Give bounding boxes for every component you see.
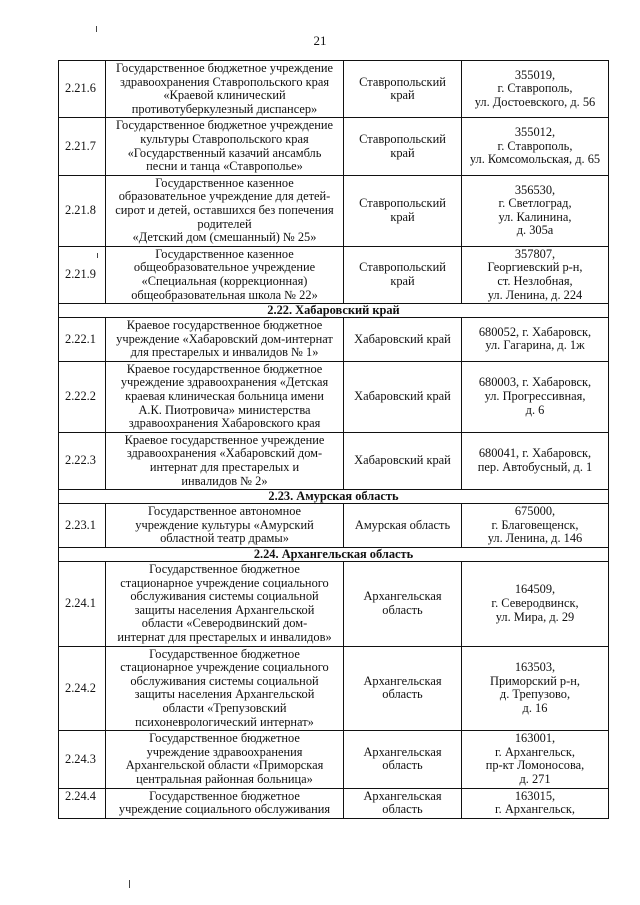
address-line: 680003, г. Хабаровск, [478, 375, 592, 390]
institution-name-line: противотуберкулезный диспансер» [131, 101, 318, 116]
row-number: 2.21.7 [59, 118, 106, 175]
region-cell [344, 118, 462, 175]
institution-name-line: Архангельской области «Приморская [125, 758, 324, 773]
region-line: Архангельская [363, 744, 442, 759]
row-number: 2.22.1 [59, 318, 106, 362]
institution-name-line: образовательное учреждение для детей- [118, 189, 331, 204]
address-line: ул. Мира, д. 29 [495, 609, 575, 624]
table-row [59, 118, 609, 175]
address-line: д. Трепузово, [499, 687, 571, 702]
address-line: Приморский р-н, [490, 673, 580, 688]
institution-name-cell [106, 432, 344, 489]
region-line: Ставропольский [359, 131, 446, 146]
section-header-row [59, 548, 609, 562]
institution-name-line: Государственное бюджетное [149, 562, 300, 576]
row-number: 2.21.6 [59, 61, 106, 118]
registry-table [58, 60, 609, 819]
address-cell [462, 504, 609, 548]
address-line: ст. Незлобная, [497, 273, 573, 288]
institution-name-cell [106, 246, 344, 303]
institution-name-line: для престарелых и инвалидов № 1» [130, 345, 319, 360]
region-line: область [382, 602, 423, 617]
section-title: 2.22. Хабаровский край [59, 304, 609, 318]
institution-name-line: Краевое государственное учреждение [124, 432, 325, 447]
address-line: г. Светлоград, [498, 196, 572, 211]
address-line: 355019, [514, 67, 556, 82]
institution-name-line: инвалидов № 2» [181, 473, 268, 488]
institution-name-line: Государственное бюджетное [149, 788, 300, 803]
region-line: Ставропольский [359, 74, 446, 89]
table-row [59, 246, 609, 303]
institution-name-line: учреждение культуры «Амурский [135, 517, 314, 532]
institution-name-line: обслуживания системы социальной [130, 589, 319, 604]
institution-name-line: «Специальная (коррекционная) [141, 273, 308, 288]
region-line: Хабаровский край [354, 389, 451, 404]
address-line: г. Ставрополь, [497, 81, 573, 96]
address-line: ул. Гагарина, д. 1ж [485, 338, 585, 353]
row-number: 2.24.2 [59, 646, 106, 731]
institution-name-line: культуры Ставропольского края [140, 131, 309, 146]
section-header-row [59, 304, 609, 318]
address-line: ул. Прогрессивная, [484, 389, 586, 404]
address-line: ул. Калинина, [498, 209, 572, 224]
row-number: 2.22.3 [59, 432, 106, 489]
address-cell [462, 361, 609, 432]
registry-body [59, 61, 609, 819]
region-line: Архангельская [363, 788, 442, 803]
address-line: Георгиевский р-н, [487, 260, 583, 275]
address-line: г. Северодвинск, [491, 595, 579, 610]
table-row [59, 562, 609, 647]
region-line: Хабаровский край [354, 331, 451, 346]
institution-name-line: учреждение социального обслуживания [118, 802, 331, 817]
institution-name-line: стационарное учреждение социального [120, 660, 329, 675]
region-line: край [390, 88, 415, 103]
address-cell [462, 318, 609, 362]
region-line: Архангельская [363, 673, 442, 688]
address-line: ул. Достоевского, д. 56 [474, 94, 596, 109]
scan-mark [97, 253, 98, 258]
section-header-row [59, 490, 609, 504]
table-row [59, 788, 609, 818]
institution-name-line: учреждение здравоохранения [146, 744, 303, 759]
region-line: Ставропольский [359, 260, 446, 275]
region-line: область [382, 758, 423, 773]
region-line: Хабаровский край [354, 453, 451, 468]
table-row [59, 432, 609, 489]
address-cell [462, 432, 609, 489]
address-line: д. 271 [519, 771, 551, 786]
section-title: 2.23. Амурская область [59, 490, 609, 504]
institution-name-line: родителей [197, 216, 252, 231]
address-line: г. Архангельск, [494, 744, 576, 759]
region-cell [344, 318, 462, 362]
address-line: д. 6 [525, 402, 545, 417]
address-line: д. 305а [516, 223, 554, 238]
institution-name-line: здравоохранения «Хабаровский дом- [126, 446, 323, 461]
region-line: Архангельская [363, 589, 442, 604]
section-title: 2.24. Архангельская область [59, 548, 609, 562]
institution-name-line: Государственное казенное [155, 175, 294, 190]
table-row [59, 175, 609, 246]
address-line: 163503, [514, 660, 556, 675]
address-line: г. Благовещенск, [491, 517, 579, 532]
institution-name-line: Краевое государственное бюджетное [126, 318, 323, 333]
region-line: Амурская область [354, 517, 451, 532]
address-line: д. 16 [522, 700, 548, 715]
institution-name-line: Государственное бюджетное учреждение [115, 61, 334, 75]
page-number: 21 [313, 33, 327, 48]
address-line: г. Ставрополь, [497, 138, 573, 153]
institution-name-line: интернат для престарелых и инвалидов» [117, 629, 332, 644]
address-line: пер. Автобусный, д. 1 [477, 460, 593, 475]
institution-name-line: краевая клиническая больница имени [125, 389, 324, 404]
address-line: пр-кт Ломоносова, [485, 758, 585, 773]
region-cell [344, 175, 462, 246]
institution-name-line: «Краевой клинический [163, 88, 286, 103]
institution-name-line: Государственное автономное [147, 504, 302, 519]
region-cell [344, 504, 462, 548]
address-cell [462, 61, 609, 118]
address-cell [462, 562, 609, 647]
row-number: 2.22.2 [59, 361, 106, 432]
institution-name-cell [106, 118, 344, 175]
address-line: г. Архангельск, [494, 802, 576, 817]
institution-name-cell [106, 175, 344, 246]
institution-name-line: Краевое государственное бюджетное [126, 361, 323, 376]
region-cell [344, 731, 462, 788]
institution-name-line: общеобразовательное учреждение [133, 260, 316, 275]
region-line: край [390, 209, 415, 224]
institution-name-line: области «Трепузовский [162, 700, 287, 715]
institution-name-line: Государственное бюджетное [149, 731, 300, 746]
row-number: 2.21.8 [59, 175, 106, 246]
region-line: Ставропольский [359, 196, 446, 211]
region-cell [344, 61, 462, 118]
row-number: 2.24.1 [59, 562, 106, 647]
scan-mark [96, 26, 97, 32]
region-line: край [390, 273, 415, 288]
address-line: ул. Комсомольская, д. 65 [469, 152, 601, 167]
institution-name-line: «Государственный казачий ансамбль [127, 145, 322, 160]
institution-name-line: областной театр драмы» [160, 531, 289, 546]
table-row [59, 318, 609, 362]
address-line: 164509, [514, 582, 556, 597]
institution-name-line: центральная районная больница» [136, 771, 313, 786]
table-row [59, 361, 609, 432]
institution-name-line: здравоохранения Хабаровского края [128, 416, 321, 431]
institution-name-line: интернат для престарелых и [149, 460, 300, 475]
institution-name-cell [106, 788, 344, 818]
address-cell [462, 118, 609, 175]
institution-name-line: Государственное бюджетное [149, 646, 300, 661]
institution-name-line: защиты населения Архангельской [134, 602, 315, 617]
scan-mark [129, 880, 130, 888]
institution-name-cell [106, 646, 344, 731]
address-cell [462, 788, 609, 818]
institution-name-line: «Детский дом (смешанный) № 25» [132, 230, 317, 245]
institution-name-cell [106, 731, 344, 788]
table-row [59, 61, 609, 118]
institution-name-line: здравоохранения Ставропольского края [119, 74, 330, 89]
region-cell [344, 562, 462, 647]
institution-name-line: общеобразовательная школа № 22» [131, 287, 318, 302]
institution-name-line: А.К. Пиотровича» министерства [138, 402, 311, 417]
region-cell [344, 246, 462, 303]
address-line: 675000, [514, 504, 556, 519]
address-line: 163015, [514, 788, 556, 803]
address-line: 680052, г. Хабаровск, [478, 324, 592, 339]
address-line: ул. Ленина, д. 224 [487, 287, 583, 302]
address-cell [462, 175, 609, 246]
institution-name-line: стационарное учреждение социального [120, 575, 329, 590]
address-line: 680041, г. Хабаровск, [478, 446, 592, 461]
institution-name-cell [106, 61, 344, 118]
address-cell [462, 246, 609, 303]
institution-name-cell [106, 361, 344, 432]
institution-name-line: учреждение «Хабаровский дом-интернат [116, 331, 333, 346]
address-line: ул. Ленина, д. 146 [487, 531, 583, 546]
address-line: 357807, [514, 246, 556, 261]
institution-name-line: защиты населения Архангельской [134, 687, 315, 702]
region-line: область [382, 687, 423, 702]
table-row [59, 731, 609, 788]
institution-name-line: учреждение здравоохранения «Детская [120, 375, 329, 390]
institution-name-line: сирот и детей, оставшихся без попечения [115, 202, 334, 217]
institution-name-cell [106, 318, 344, 362]
region-cell [344, 432, 462, 489]
institution-name-cell [106, 562, 344, 647]
institution-name-cell [106, 504, 344, 548]
table-row [59, 504, 609, 548]
institution-name-line: песни и танца «Ставрополье» [146, 159, 303, 174]
row-number: 2.23.1 [59, 504, 106, 548]
row-number: 2.21.9 [59, 246, 106, 303]
address-line: 355012, [514, 125, 556, 140]
address-line: 356530, [514, 182, 556, 197]
row-number: 2.24.4 [59, 788, 106, 818]
address-line: 163001, [514, 731, 556, 746]
institution-name-line: области «Северодвинский дом- [141, 616, 308, 631]
institution-name-line: Государственное казенное [155, 246, 294, 261]
region-cell [344, 361, 462, 432]
institution-name-line: обслуживания системы социальной [130, 673, 319, 688]
region-line: область [382, 802, 423, 817]
row-number: 2.24.3 [59, 731, 106, 788]
region-cell [344, 788, 462, 818]
region-line: край [390, 145, 415, 160]
institution-name-line: психоневрологический интернат» [135, 714, 314, 729]
table-row [59, 646, 609, 731]
address-cell [462, 731, 609, 788]
institution-name-line: Государственное бюджетное учреждение [115, 118, 334, 133]
address-cell [462, 646, 609, 731]
region-cell [344, 646, 462, 731]
